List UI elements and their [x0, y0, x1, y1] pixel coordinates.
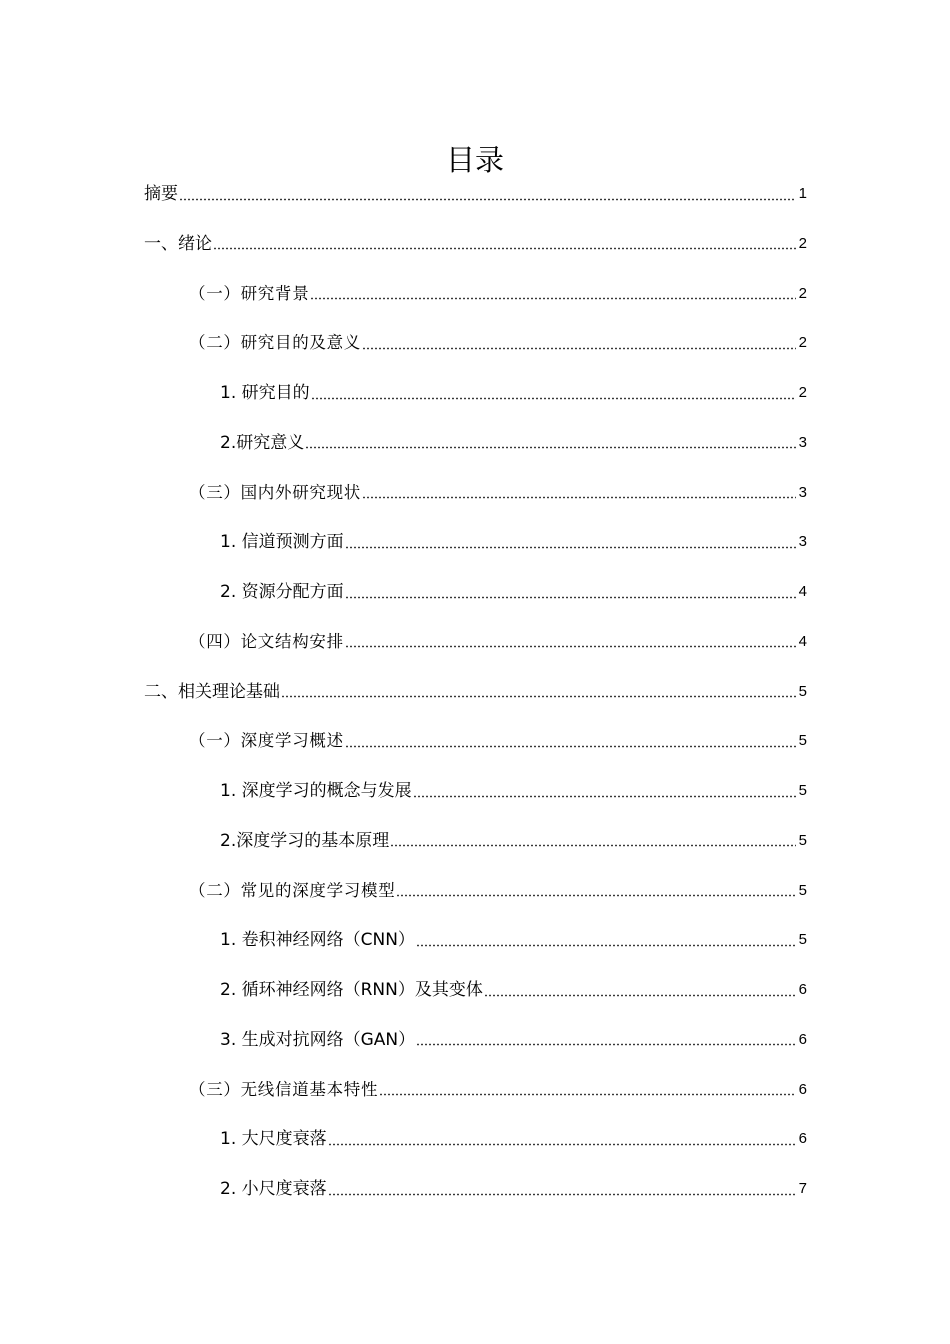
toc-page-number: 5 — [798, 931, 807, 949]
toc-entry-text: 1. 深度学习的概念与发展 — [220, 781, 412, 801]
toc-entry-common-deep-learning-models[interactable] — [144, 879, 807, 903]
toc-entry-research-purpose[interactable] — [144, 381, 807, 405]
toc-entry-text: 2. 循环神经网络（RNN）及其变体 — [220, 980, 483, 1000]
dot-leader — [328, 1191, 796, 1197]
dot-leader — [310, 296, 796, 302]
toc-entry-text: （三）国内外研究现状 — [189, 482, 361, 502]
toc-entry-rnn-variants[interactable] — [144, 978, 807, 1002]
toc-entry-research-significance[interactable] — [144, 431, 807, 455]
toc-page-number: 5 — [798, 732, 807, 750]
toc-entry-domestic-international-status[interactable] — [144, 481, 807, 505]
dot-leader — [328, 1141, 796, 1147]
toc-page-number: 6 — [798, 981, 807, 998]
toc-entry-text: 1. 信道预测方面 — [220, 532, 344, 553]
toc-page-number: 2 — [798, 384, 807, 401]
toc-entry-text: 2. 小尺度衰落 — [220, 1179, 327, 1199]
toc-page-number: 1 — [798, 185, 807, 202]
toc-entry-channel-prediction[interactable] — [144, 530, 807, 554]
toc-page-number: 3 — [798, 533, 807, 551]
toc-entry-text: 摘要 — [144, 184, 178, 204]
toc-entry-text: （一）研究背景 — [189, 283, 310, 303]
toc-entry-wireless-channel-characteristics[interactable] — [144, 1078, 807, 1102]
toc-page-number: 4 — [798, 632, 807, 650]
toc-entry-text: 2. 资源分配方面 — [220, 582, 344, 602]
toc-entry-abstract[interactable] — [144, 182, 807, 206]
toc-entry-deep-learning-overview[interactable] — [144, 729, 807, 753]
dot-leader — [179, 196, 796, 202]
toc-entry-thesis-structure[interactable] — [144, 630, 807, 654]
table-of-contents-title: 目录 — [445, 143, 504, 178]
dot-leader — [362, 495, 796, 501]
toc-page-number: 5 — [798, 782, 807, 799]
toc-entry-text: 1. 研究目的 — [220, 383, 310, 403]
toc-page-number: 2 — [798, 334, 807, 352]
toc-page-number: 2 — [798, 284, 807, 302]
toc-entry-text: （二）研究目的及意义 — [189, 333, 361, 353]
toc-page-number: 6 — [798, 1030, 807, 1048]
dot-leader — [413, 793, 796, 799]
toc-page-number: 5 — [798, 881, 807, 899]
toc-entry-text: （四）论文结构安排 — [189, 631, 344, 651]
toc-entry-text: 一、绪论 — [144, 233, 212, 254]
toc-page-number: 3 — [798, 433, 807, 451]
toc-entry-text: 2.研究意义 — [220, 432, 305, 453]
toc-page-number: 5 — [798, 682, 807, 700]
toc-entry-text: 1. 大尺度衰落 — [220, 1129, 327, 1150]
dot-leader — [345, 644, 796, 650]
toc-entry-deep-learning-concept-development[interactable] — [144, 779, 807, 803]
toc-entry-related-theory[interactable] — [144, 680, 807, 704]
toc-page-number: 5 — [798, 831, 807, 849]
dot-leader — [305, 445, 796, 451]
toc-entry-deep-learning-principles[interactable] — [144, 829, 807, 853]
toc-page-number: 6 — [798, 1130, 807, 1148]
toc-entry-text: （三）无线信道基本特性 — [189, 1079, 379, 1099]
toc-entry-text: （一）深度学习概述 — [189, 731, 344, 751]
dot-leader — [379, 1092, 796, 1098]
toc-entry-large-scale-fading[interactable] — [144, 1127, 807, 1151]
toc-entry-small-scale-fading[interactable] — [144, 1177, 807, 1201]
toc-page-number: 7 — [798, 1180, 807, 1197]
toc-entry-text: 二、相关理论基础 — [144, 681, 280, 702]
dot-leader — [281, 694, 796, 700]
toc-page-number: 4 — [798, 583, 807, 600]
toc-entry-research-purpose-significance[interactable] — [144, 331, 807, 355]
toc-entry-text: 2.深度学习的基本原理 — [220, 830, 390, 851]
dot-leader — [416, 942, 796, 948]
dot-leader — [345, 544, 796, 550]
toc-page-number: 3 — [798, 483, 807, 501]
dot-leader — [213, 246, 796, 252]
dot-leader — [416, 1042, 796, 1048]
dot-leader — [362, 345, 796, 351]
toc-page-number: 2 — [798, 234, 807, 252]
toc-page-number: 6 — [798, 1080, 807, 1098]
toc-entry-resource-allocation[interactable] — [144, 580, 807, 604]
toc-entry-cnn[interactable] — [144, 928, 807, 952]
toc-entry-text: 1. 卷积神经网络（CNN） — [220, 930, 415, 951]
dot-leader — [396, 893, 796, 899]
toc-entry-introduction[interactable] — [144, 232, 807, 256]
toc-entry-text: 3. 生成对抗网络（GAN） — [220, 1029, 416, 1050]
dot-leader — [484, 992, 796, 998]
table-of-contents — [144, 182, 807, 1227]
toc-entry-research-background[interactable] — [144, 282, 807, 306]
dot-leader — [345, 743, 796, 749]
toc-entry-gan[interactable] — [144, 1028, 807, 1052]
dot-leader — [345, 594, 796, 600]
dot-leader — [311, 395, 796, 401]
dot-leader — [390, 843, 796, 849]
toc-entry-text: （二）常见的深度学习模型 — [189, 880, 396, 900]
